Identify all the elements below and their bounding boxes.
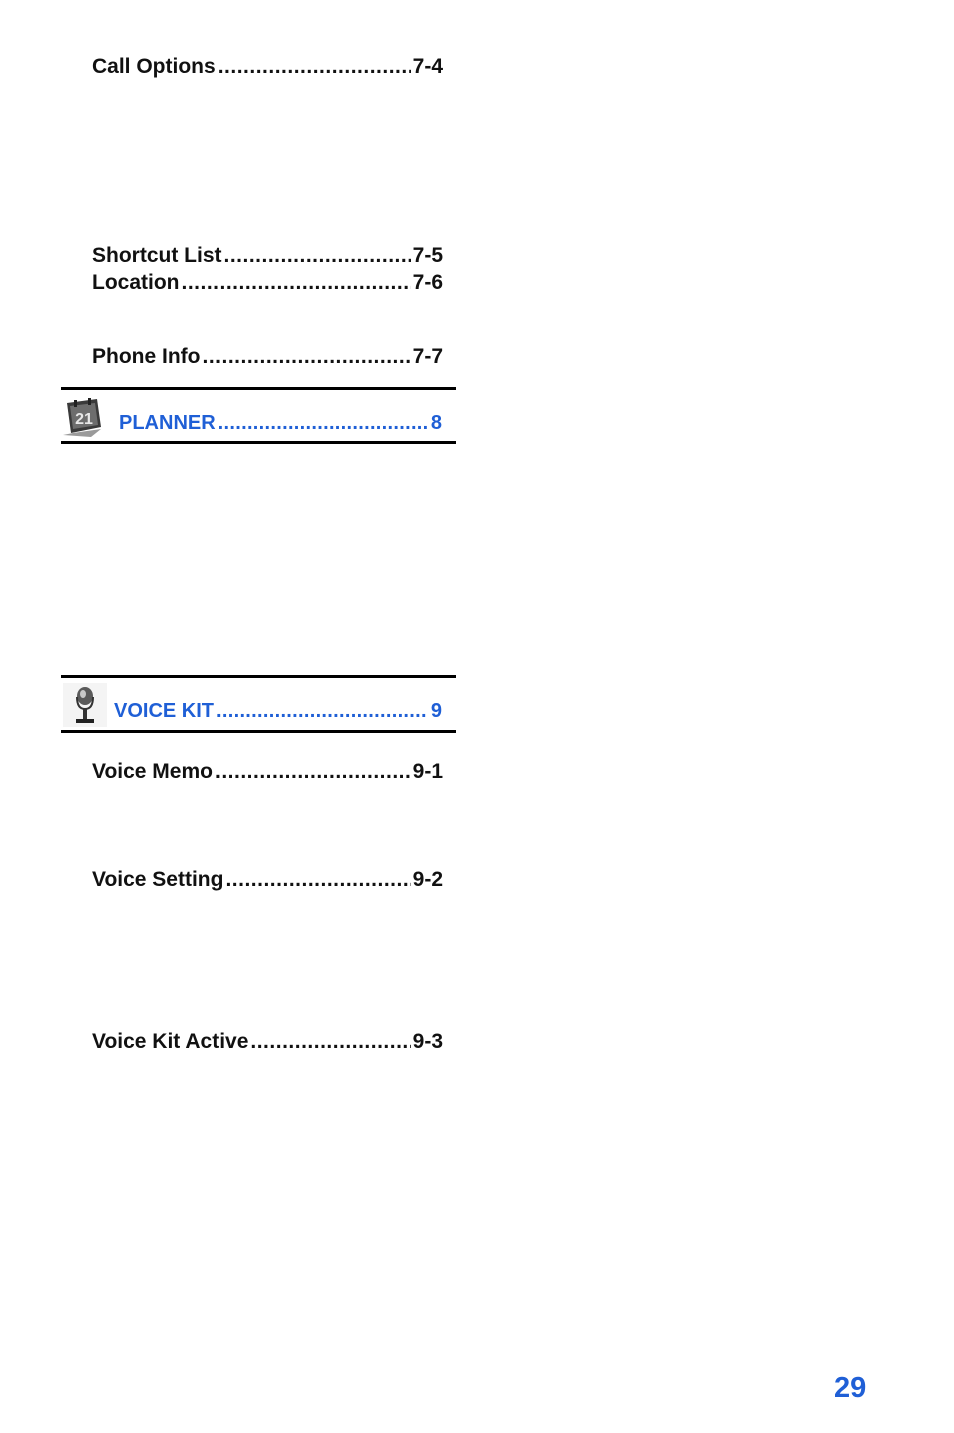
toc-entry-label: Phone Info — [92, 345, 201, 368]
section-rule-top — [61, 387, 456, 390]
dot-leader — [203, 344, 411, 370]
page-number: 29 — [834, 1372, 867, 1404]
toc-entry-page: 9-3 — [412, 1030, 443, 1053]
toc-entry-page: 7-4 — [412, 55, 443, 78]
toc-entry-label: Voice Setting — [92, 868, 224, 891]
section-label: VOICE KIT — [114, 700, 215, 722]
section-entry-voice-kit[interactable] — [114, 699, 442, 723]
section-page: 9 — [430, 700, 442, 722]
section-header-voice-kit[interactable] — [61, 681, 456, 729]
dot-leader — [225, 867, 410, 893]
section-page: 8 — [430, 412, 442, 434]
section-rule-bottom — [61, 730, 456, 733]
toc-entry-location[interactable] — [92, 270, 443, 296]
toc-entry-label: Location — [92, 271, 180, 294]
toc-entry-phone-info[interactable] — [92, 344, 443, 370]
toc-entry-shortcut-list[interactable] — [92, 243, 443, 269]
section-entry-planner[interactable] — [119, 411, 442, 435]
toc-entry-voice-memo[interactable] — [92, 759, 443, 785]
section-header-planner[interactable] — [61, 393, 456, 441]
toc-entry-label: Voice Memo — [92, 760, 213, 783]
section-rule-top — [61, 675, 456, 678]
calendar-icon — [61, 395, 105, 439]
toc-entry-call-options[interactable] — [92, 54, 443, 80]
toc-entry-page: 7-6 — [412, 271, 443, 294]
toc-entry-page: 9-2 — [412, 868, 443, 891]
dot-leader — [218, 411, 428, 435]
dot-leader — [215, 759, 411, 785]
microphone-icon — [63, 683, 107, 727]
svg-text:21: 21 — [75, 411, 93, 428]
toc-entry-page: 7-7 — [412, 345, 443, 368]
section-label: PLANNER — [119, 412, 216, 434]
dot-leader — [216, 699, 428, 723]
dot-leader — [250, 1029, 410, 1055]
dot-leader — [218, 54, 411, 80]
dot-leader — [182, 270, 411, 296]
toc-entry-label: Voice Kit Active — [92, 1030, 249, 1053]
dot-leader — [224, 243, 411, 269]
toc-entry-page: 7-5 — [412, 244, 443, 267]
section-rule-bottom — [61, 441, 456, 444]
toc-entry-label: Shortcut List — [92, 244, 222, 267]
toc-entry-voice-kit-active[interactable] — [92, 1029, 443, 1055]
toc-entry-page: 9-1 — [412, 760, 443, 783]
toc-entry-voice-setting[interactable] — [92, 867, 443, 893]
toc-entry-label: Call Options — [92, 55, 216, 78]
